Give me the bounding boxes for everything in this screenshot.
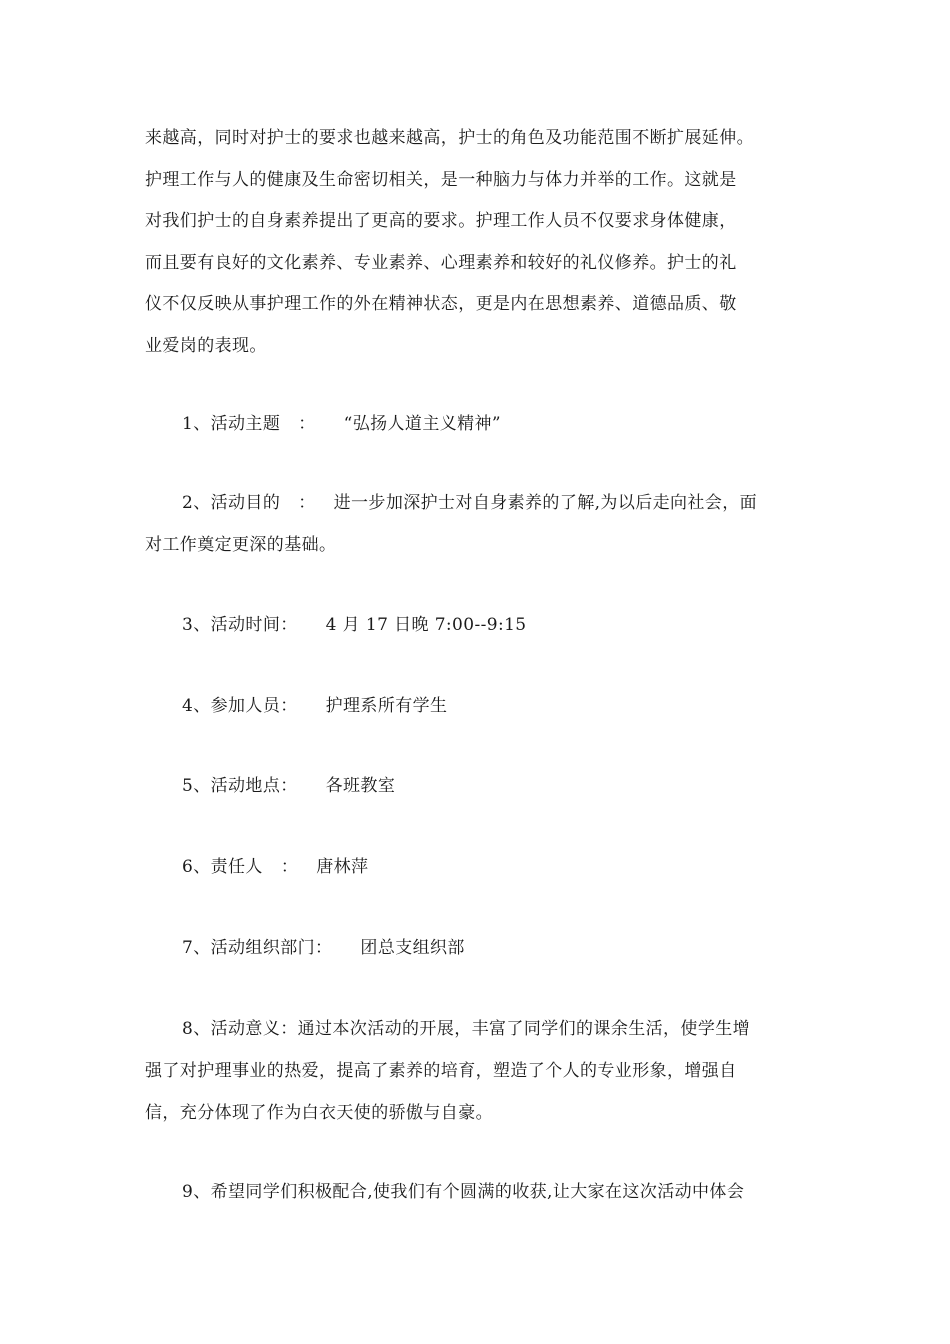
item-colon: ： (298, 414, 316, 434)
item-continuation: 强了对护理事业的热爱，提高了素养的培育，塑造了个人的专业形象，增强自 (145, 1061, 737, 1081)
item-label: 5、活动地点： (182, 776, 298, 796)
item-closing-note (145, 1171, 815, 1213)
intro-line: 仪不仅反映从事护理工作的外在精神状态，更是内在思想素养、道德品质、敬 (145, 294, 737, 315)
item-activity-purpose (145, 482, 815, 566)
item-value: 各班教室 (325, 776, 396, 796)
item-significance (145, 1008, 815, 1134)
item-label: 7、活动组织部门： (182, 938, 333, 958)
intro-paragraph (145, 118, 815, 368)
item-responsible-person (145, 846, 815, 888)
item-value: 团总支组织部 (360, 938, 465, 958)
item-label: 8、活动意义： (182, 1019, 298, 1039)
item-continuation: 信，充分体现了作为白衣天使的骄傲与自豪。 (145, 1103, 493, 1123)
item-value: 护理系所有学生 (325, 696, 448, 716)
item-organizer (145, 927, 815, 969)
item-value: 唐林萍 (316, 857, 369, 877)
intro-line: 护理工作与人的健康及生命密切相关，是一种脑力与体力并举的工作。这就是 (145, 169, 737, 190)
intro-line: 对我们护士的自身素养提出了更高的要求。护理工作人员不仅要求身体健康， (145, 211, 737, 232)
item-location (145, 765, 815, 807)
item-participants (145, 685, 815, 727)
item-label: 3、活动时间： (182, 615, 298, 635)
item-continuation: 对工作奠定更深的基础。 (145, 535, 337, 555)
item-label: 9、希望同学们积极配合,使我们有个圆满的收获,让大家在这次活动中体会 (182, 1182, 745, 1202)
item-value: 4 月 17 日晚 7:00--9:15 (325, 615, 527, 635)
item-colon: ： (280, 857, 299, 877)
item-label: 4、参加人员： (182, 696, 298, 716)
intro-line: 业爱岗的表现。 (145, 335, 267, 356)
item-label: 1、活动主题 (182, 414, 281, 434)
item-colon: ： (298, 493, 316, 513)
item-value: 通过本次活动的开展，丰富了同学们的课余生活，使学生增 (297, 1019, 751, 1039)
item-value: 进一步加深护士对自身素养的了解,为以后走向社会，面 (333, 493, 758, 513)
item-label: 2、活动目的 (182, 493, 281, 513)
intro-line: 来越高，同时对护士的要求也越来越高，护士的角色及功能范围不断扩展延伸。 (145, 128, 754, 148)
item-activity-time (145, 604, 815, 646)
item-label: 6、责任人 (182, 857, 263, 877)
item-value: “弘扬人道主义精神” (343, 414, 502, 434)
item-activity-theme (145, 403, 815, 445)
intro-line: 而且要有良好的文化素养、专业素养、心理素养和较好的礼仪修养。护士的礼 (145, 252, 737, 273)
